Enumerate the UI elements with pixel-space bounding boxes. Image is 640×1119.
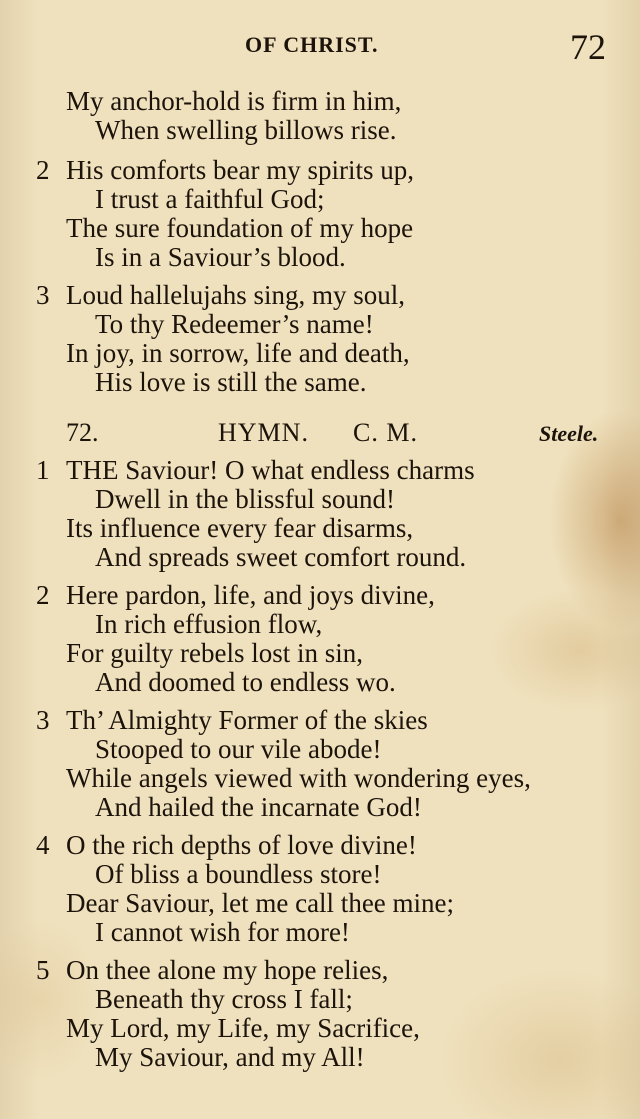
stanza-number: 4 (36, 830, 50, 860)
verse-line: Here pardon, life, and joys divine, (66, 580, 435, 610)
verse-line: And doomed to endless wo. (95, 667, 396, 697)
verse-line: In joy, in sorrow, life and death, (66, 338, 410, 368)
verse-line: I trust a faithful God; (95, 184, 325, 214)
verse-line: My Lord, my Life, my Sacrifice, (66, 1013, 420, 1043)
verse-line: Dear Saviour, let me call thee mine; (66, 888, 455, 918)
verse-line: On thee alone my hope relies, (66, 955, 389, 985)
stanza-number: 3 (36, 280, 50, 310)
stanza-number: 1 (36, 455, 50, 485)
verse-line: For guilty rebels lost in sin, (66, 638, 363, 668)
verse-line: My Saviour, and my All! (95, 1042, 365, 1072)
page-number: 72 (570, 27, 606, 67)
verse-line: Loud hallelujahs sing, my soul, (66, 280, 405, 310)
stanza-number: 2 (36, 580, 50, 610)
verse-line: His love is still the same. (95, 367, 367, 397)
verse-line: I cannot wish for more! (95, 917, 350, 947)
hymn-meter: C. M. (353, 418, 418, 447)
stanza-number: 3 (36, 705, 50, 735)
verse-line: In rich effusion flow, (95, 609, 323, 639)
verse-line: When swelling billows rise. (95, 115, 397, 145)
verse-line: To thy Redeemer’s name! (95, 309, 374, 339)
stanza-number: 2 (36, 155, 50, 185)
verse-line: And spreads sweet comfort round. (95, 542, 467, 572)
verse-line: O the rich depths of love divine! (66, 830, 417, 860)
verse-line: Beneath thy cross I fall; (95, 984, 353, 1014)
verse-line: Is in a Saviour’s blood. (95, 242, 346, 272)
verse-line: Dwell in the blissful sound! (95, 484, 395, 514)
verse-line: The sure foundation of my hope (66, 213, 414, 243)
verse-line: My anchor-hold is firm in him, (66, 86, 402, 116)
hymn-author: Steele. (539, 421, 599, 446)
verse-line: Of bliss a boundless store! (95, 859, 382, 889)
hymn-number: 72. (66, 418, 99, 447)
hymn-title: HYMN. (218, 418, 309, 447)
hymn-header (0, 418, 640, 450)
verse-line: And hailed the incarnate God! (95, 792, 422, 822)
verse-line: Stooped to our vile abode! (95, 734, 382, 764)
verse-line: Th’ Almighty Former of the skies (66, 705, 428, 735)
stanza-number: 5 (36, 955, 50, 985)
running-head: OF CHRIST. (245, 32, 379, 57)
verse-line: Its influence every fear disarms, (66, 513, 414, 543)
verse-line: While angels viewed with wondering eyes, (66, 763, 531, 793)
verse-line: His comforts bear my spirits up, (66, 155, 414, 185)
verse-line: THE Saviour! O what endless charms (66, 455, 475, 485)
